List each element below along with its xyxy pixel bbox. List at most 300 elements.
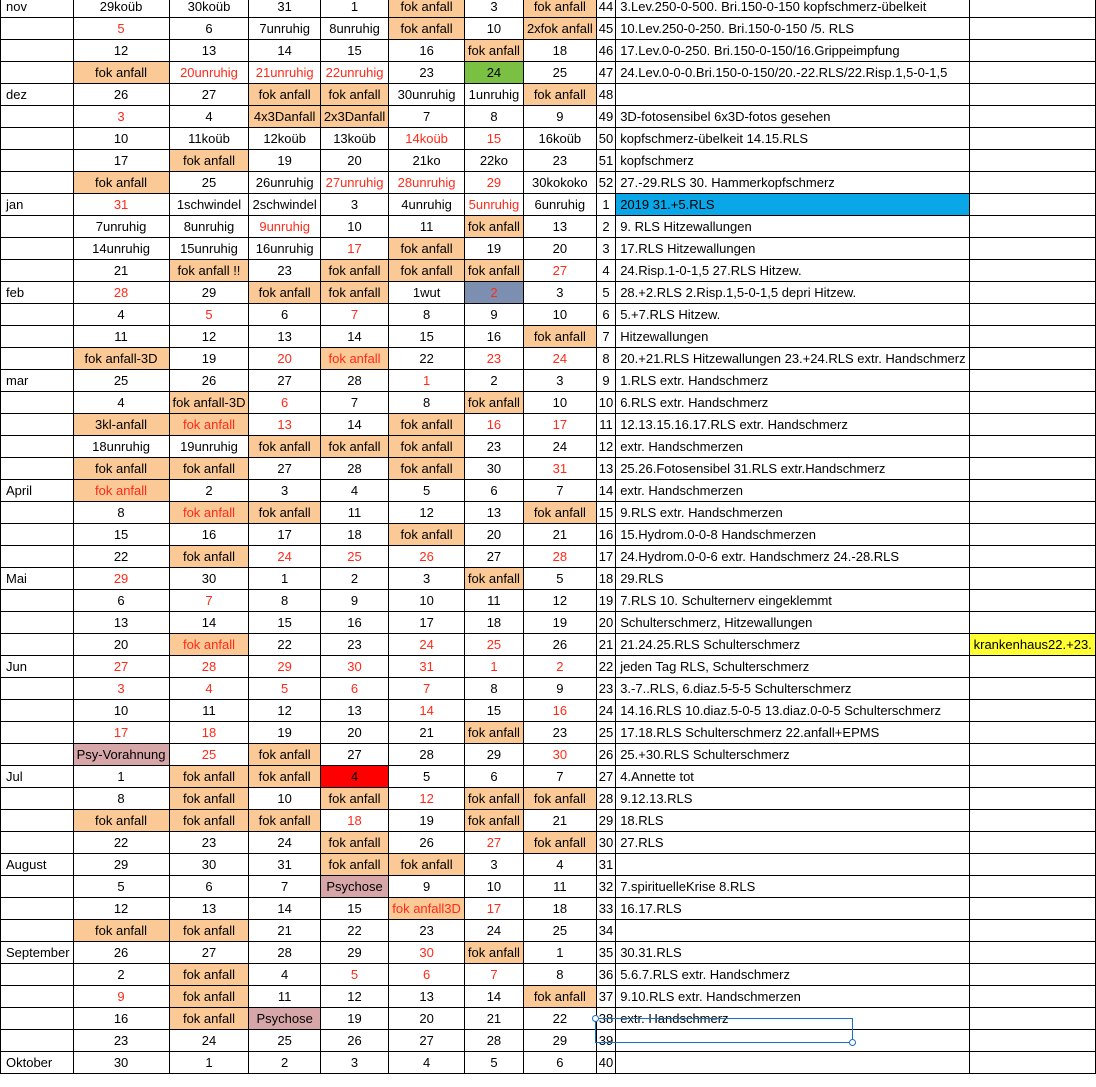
cell-week[interactable]: 6 [596, 304, 615, 326]
cell-month[interactable]: jan [1, 194, 74, 216]
cell-sat[interactable]: fok anfall [464, 260, 523, 282]
cell-notes[interactable]: 15.Hydrom.0-0-8 Handschmerzen [616, 524, 969, 546]
cell-week[interactable]: 37 [596, 986, 615, 1008]
cell-extra[interactable] [969, 238, 1095, 260]
cell-week[interactable]: 52 [596, 172, 615, 194]
cell-wed[interactable]: 11 [249, 986, 320, 1008]
cell-fri[interactable]: 9 [389, 876, 465, 898]
cell-wed[interactable]: 13 [249, 326, 320, 348]
cell-month[interactable] [1, 414, 74, 436]
cell-sat[interactable]: 14 [464, 986, 523, 1008]
cell-wed[interactable]: 22 [249, 634, 320, 656]
cell-thu[interactable]: 4 [320, 480, 388, 502]
cell-sun[interactable]: 24 [523, 348, 596, 370]
cell-sat[interactable]: 13 [464, 502, 523, 524]
cell-notes[interactable]: 30.31.RLS [616, 942, 969, 964]
cell-wed[interactable]: 7unruhig [249, 18, 320, 40]
cell-wed[interactable]: 15 [249, 612, 320, 634]
cell-notes[interactable]: extr. Handschmerz [616, 1008, 969, 1030]
cell-sat[interactable]: fok anfall [464, 810, 523, 832]
cell-sat[interactable]: 8 [464, 106, 523, 128]
cell-extra[interactable] [969, 216, 1095, 238]
cell-mon[interactable]: 6 [73, 590, 169, 612]
cell-tue[interactable]: 1schwindel [169, 194, 249, 216]
cell-tue[interactable]: fok anfall [169, 546, 249, 568]
cell-wed[interactable]: 8 [249, 590, 320, 612]
cell-notes[interactable]: 25.26.Fotosensibel 31.RLS extr.Handschmerz [616, 458, 969, 480]
cell-extra[interactable] [969, 480, 1095, 502]
cell-extra[interactable] [969, 1030, 1095, 1052]
cell-sat[interactable]: 30 [464, 458, 523, 480]
cell-month[interactable]: Jun [1, 656, 74, 678]
cell-sat[interactable]: 17 [464, 898, 523, 920]
cell-fri[interactable]: 22 [389, 348, 465, 370]
cell-mon[interactable]: 28 [73, 282, 169, 304]
cell-sun[interactable]: 10 [523, 392, 596, 414]
cell-wed[interactable]: fok anfall [249, 810, 320, 832]
cell-extra[interactable] [969, 656, 1095, 678]
cell-extra[interactable] [969, 722, 1095, 744]
cell-tue[interactable]: 5 [169, 304, 249, 326]
cell-wed[interactable]: 4 [249, 964, 320, 986]
cell-extra[interactable] [969, 700, 1095, 722]
cell-month[interactable] [1, 986, 74, 1008]
cell-sat[interactable]: fok anfall [464, 392, 523, 414]
cell-tue[interactable]: fok anfall [169, 788, 249, 810]
cell-extra[interactable] [969, 1008, 1095, 1030]
cell-sun[interactable]: 6unruhig [523, 194, 596, 216]
cell-extra[interactable] [969, 898, 1095, 920]
cell-wed[interactable]: Psychose [249, 1008, 320, 1030]
cell-notes[interactable]: Schulterschmerz, Hitzewallungen [616, 612, 969, 634]
cell-fri[interactable]: 15 [389, 326, 465, 348]
cell-mon[interactable]: 31 [73, 194, 169, 216]
cell-thu[interactable]: 29 [320, 942, 388, 964]
cell-notes[interactable]: 1.RLS extr. Handschmerz [616, 370, 969, 392]
cell-extra[interactable] [969, 568, 1095, 590]
cell-week[interactable]: 18 [596, 568, 615, 590]
cell-fri[interactable]: 12 [389, 788, 465, 810]
cell-tue[interactable]: 2 [169, 480, 249, 502]
cell-fri[interactable]: fok anfall3D [389, 898, 465, 920]
cell-notes[interactable]: 3.-7..RLS, 6.diaz.5-5-5 Schulterschmerz [616, 678, 969, 700]
cell-sun[interactable]: 7 [523, 480, 596, 502]
cell-thu[interactable]: 2x3Danfall [320, 106, 388, 128]
cell-fri[interactable]: 20 [389, 1008, 465, 1030]
cell-extra[interactable] [969, 436, 1095, 458]
cell-sat[interactable]: 2 [464, 370, 523, 392]
cell-extra[interactable] [969, 502, 1095, 524]
cell-mon[interactable]: 3 [73, 678, 169, 700]
cell-sat[interactable]: 1 [464, 656, 523, 678]
cell-month[interactable] [1, 260, 74, 282]
cell-month[interactable] [1, 700, 74, 722]
cell-extra[interactable] [969, 194, 1095, 216]
cell-fri[interactable]: 7 [389, 678, 465, 700]
cell-wed[interactable]: 12koüb [249, 128, 320, 150]
cell-notes[interactable]: 9.10.RLS extr. Handschmerzen [616, 986, 969, 1008]
cell-month[interactable] [1, 634, 74, 656]
cell-extra[interactable] [969, 546, 1095, 568]
cell-week[interactable]: 17 [596, 546, 615, 568]
cell-sun[interactable]: 10 [523, 304, 596, 326]
cell-extra[interactable] [969, 854, 1095, 876]
cell-month[interactable]: nov [1, 0, 74, 18]
cell-sun[interactable]: 16koüb [523, 128, 596, 150]
cell-month[interactable]: Mai [1, 568, 74, 590]
cell-week[interactable]: 10 [596, 392, 615, 414]
cell-week[interactable]: 27 [596, 766, 615, 788]
cell-notes[interactable]: 9.12.13.RLS [616, 788, 969, 810]
cell-tue[interactable]: 30koüb [169, 0, 249, 18]
cell-fri[interactable]: 17 [389, 612, 465, 634]
cell-wed[interactable]: 26unruhig [249, 172, 320, 194]
cell-wed[interactable]: fok anfall [249, 766, 320, 788]
cell-fri[interactable]: 13 [389, 986, 465, 1008]
cell-week[interactable]: 46 [596, 40, 615, 62]
cell-notes[interactable]: 24.Risp.1-0-1,5 27.RLS Hitzew. [616, 260, 969, 282]
cell-thu[interactable]: 22 [320, 920, 388, 942]
cell-month[interactable] [1, 678, 74, 700]
cell-thu[interactable]: 15 [320, 898, 388, 920]
cell-sat[interactable]: 24 [464, 920, 523, 942]
cell-wed[interactable]: 10 [249, 788, 320, 810]
cell-week[interactable]: 1 [596, 194, 615, 216]
cell-fri[interactable]: 5 [389, 766, 465, 788]
cell-sun[interactable]: 8 [523, 964, 596, 986]
cell-tue[interactable]: 28 [169, 656, 249, 678]
cell-mon[interactable]: 17 [73, 722, 169, 744]
cell-thu[interactable]: fok anfall [320, 282, 388, 304]
cell-fri[interactable]: fok anfall [389, 260, 465, 282]
cell-week[interactable]: 3 [596, 238, 615, 260]
cell-month[interactable] [1, 326, 74, 348]
cell-tue[interactable]: fok anfall [169, 920, 249, 942]
cell-extra[interactable] [969, 84, 1095, 106]
cell-thu[interactable]: 7 [320, 304, 388, 326]
cell-week[interactable]: 44 [596, 0, 615, 18]
cell-notes[interactable]: 21.24.25.RLS Schulterschmerz [616, 634, 969, 656]
cell-month[interactable] [1, 150, 74, 172]
cell-sun[interactable]: 19 [523, 612, 596, 634]
cell-sat[interactable]: 29 [464, 744, 523, 766]
cell-notes[interactable]: 17.Lev.0-0-250. Bri.150-0-150/16.Grippeimpfung [616, 40, 969, 62]
cell-tue[interactable]: fok anfall [169, 502, 249, 524]
cell-thu[interactable]: 18 [320, 524, 388, 546]
cell-wed[interactable]: 20 [249, 348, 320, 370]
cell-tue[interactable]: 30 [169, 568, 249, 590]
cell-month[interactable] [1, 722, 74, 744]
cell-tue[interactable]: fok anfall !! [169, 260, 249, 282]
cell-mon[interactable]: 12 [73, 40, 169, 62]
cell-wed[interactable]: 1 [249, 568, 320, 590]
cell-week[interactable]: 35 [596, 942, 615, 964]
cell-sat[interactable]: 1unruhig [464, 84, 523, 106]
cell-fri[interactable]: fok anfall [389, 854, 465, 876]
cell-tue[interactable]: 16 [169, 524, 249, 546]
cell-thu[interactable]: 13koüb [320, 128, 388, 150]
cell-week[interactable]: 16 [596, 524, 615, 546]
cell-tue[interactable]: 25 [169, 744, 249, 766]
cell-wed[interactable]: 27 [249, 458, 320, 480]
cell-notes[interactable] [616, 1030, 969, 1052]
cell-notes[interactable] [616, 84, 969, 106]
cell-week[interactable]: 20 [596, 612, 615, 634]
cell-mon[interactable]: 14unruhig [73, 238, 169, 260]
cell-month[interactable] [1, 106, 74, 128]
cell-notes[interactable] [616, 920, 969, 942]
cell-mon[interactable]: 11 [73, 326, 169, 348]
cell-month[interactable]: Oktober [1, 1052, 74, 1074]
cell-sun[interactable]: 9 [523, 106, 596, 128]
cell-fri[interactable]: 8 [389, 392, 465, 414]
cell-thu[interactable]: 28 [320, 458, 388, 480]
cell-wed[interactable]: 19 [249, 150, 320, 172]
cell-mon[interactable]: fok anfall [73, 458, 169, 480]
cell-week[interactable]: 50 [596, 128, 615, 150]
cell-wed[interactable]: 5 [249, 678, 320, 700]
cell-mon[interactable]: 21 [73, 260, 169, 282]
cell-sun[interactable]: 1 [523, 942, 596, 964]
cell-sat[interactable]: fok anfall [464, 788, 523, 810]
cell-sun[interactable]: 2xfok anfall [523, 18, 596, 40]
cell-fri[interactable]: 28unruhig [389, 172, 465, 194]
cell-mon[interactable]: 10 [73, 128, 169, 150]
cell-thu[interactable]: 26 [320, 1030, 388, 1052]
cell-sat[interactable]: fok anfall [464, 40, 523, 62]
cell-tue[interactable]: 27 [169, 942, 249, 964]
cell-sat[interactable]: 3 [464, 0, 523, 18]
cell-week[interactable]: 14 [596, 480, 615, 502]
cell-mon[interactable]: 13 [73, 612, 169, 634]
cell-fri[interactable]: 1 [389, 370, 465, 392]
cell-tue[interactable]: 19unruhig [169, 436, 249, 458]
cell-mon[interactable]: 4 [73, 304, 169, 326]
cell-fri[interactable]: 4unruhig [389, 194, 465, 216]
cell-week[interactable]: 24 [596, 700, 615, 722]
cell-thu[interactable]: 20 [320, 722, 388, 744]
cell-fri[interactable]: 7 [389, 106, 465, 128]
cell-extra[interactable] [969, 612, 1095, 634]
cell-week[interactable]: 36 [596, 964, 615, 986]
cell-notes[interactable]: 7.RLS 10. Schulternerv eingeklemmt [616, 590, 969, 612]
cell-thu[interactable]: 28 [320, 370, 388, 392]
cell-tue[interactable]: fok anfall [169, 458, 249, 480]
cell-month[interactable] [1, 612, 74, 634]
cell-sun[interactable]: fok anfall [523, 326, 596, 348]
cell-notes[interactable]: 4.Annette tot [616, 766, 969, 788]
cell-month[interactable] [1, 348, 74, 370]
cell-sun[interactable]: 13 [523, 216, 596, 238]
cell-mon[interactable]: 1 [73, 766, 169, 788]
cell-week[interactable]: 45 [596, 18, 615, 40]
cell-thu[interactable]: fok anfall [320, 348, 388, 370]
cell-notes[interactable]: Hitzewallungen [616, 326, 969, 348]
cell-thu[interactable]: 2 [320, 568, 388, 590]
cell-sat[interactable]: 2 [464, 282, 523, 304]
cell-sun[interactable]: 28 [523, 546, 596, 568]
cell-month[interactable] [1, 1008, 74, 1030]
cell-thu[interactable]: Psychose [320, 876, 388, 898]
cell-sat[interactable]: 24 [464, 62, 523, 84]
cell-month[interactable] [1, 436, 74, 458]
cell-sun[interactable]: 25 [523, 920, 596, 942]
cell-mon[interactable]: 3 [73, 106, 169, 128]
cell-sat[interactable]: 9 [464, 304, 523, 326]
cell-month[interactable] [1, 832, 74, 854]
cell-sat[interactable]: 19 [464, 238, 523, 260]
cell-fri[interactable]: fok anfall [389, 18, 465, 40]
cell-wed[interactable]: 6 [249, 304, 320, 326]
cell-notes[interactable]: 18.RLS [616, 810, 969, 832]
cell-tue[interactable]: 13 [169, 40, 249, 62]
cell-thu[interactable]: 23 [320, 634, 388, 656]
cell-wed[interactable]: fok anfall [249, 436, 320, 458]
cell-week[interactable]: 21 [596, 634, 615, 656]
cell-thu[interactable]: fok anfall [320, 260, 388, 282]
cell-fri[interactable]: fok anfall [389, 0, 465, 18]
cell-extra[interactable] [969, 348, 1095, 370]
cell-month[interactable]: mar [1, 370, 74, 392]
cell-notes[interactable]: 2019 31.+5.RLS [616, 194, 969, 216]
cell-extra[interactable] [969, 0, 1095, 18]
cell-sat[interactable]: 8 [464, 678, 523, 700]
cell-fri[interactable]: 5 [389, 480, 465, 502]
cell-sun[interactable]: 20 [523, 238, 596, 260]
cell-sun[interactable]: 2 [523, 656, 596, 678]
cell-mon[interactable]: 22 [73, 546, 169, 568]
cell-thu[interactable]: 11 [320, 502, 388, 524]
cell-notes[interactable]: 5.+7.RLS Hitzew. [616, 304, 969, 326]
cell-notes[interactable]: 24.Hydrom.0-0-6 extr. Handschmerz 24.-28.RLS [616, 546, 969, 568]
cell-fri[interactable]: 31 [389, 656, 465, 678]
cell-notes[interactable]: 27.-29.RLS 30. Hammerkopfschmerz [616, 172, 969, 194]
cell-fri[interactable]: 28 [389, 744, 465, 766]
cell-mon[interactable]: 29koüb [73, 0, 169, 18]
cell-sat[interactable]: 15 [464, 700, 523, 722]
cell-tue[interactable]: fok anfall [169, 986, 249, 1008]
cell-sat[interactable]: 10 [464, 876, 523, 898]
cell-notes[interactable] [616, 854, 969, 876]
cell-tue[interactable]: fok anfall [169, 766, 249, 788]
cell-thu[interactable]: 6 [320, 678, 388, 700]
cell-fri[interactable]: 26 [389, 546, 465, 568]
cell-thu[interactable]: 27unruhig [320, 172, 388, 194]
cell-week[interactable]: 8 [596, 348, 615, 370]
cell-sun[interactable]: 26 [523, 634, 596, 656]
cell-mon[interactable]: 3kl-anfall [73, 414, 169, 436]
cell-week[interactable]: 28 [596, 788, 615, 810]
cell-sun[interactable]: 4 [523, 854, 596, 876]
cell-mon[interactable]: fok anfall [73, 810, 169, 832]
cell-mon[interactable]: fok anfall [73, 480, 169, 502]
cell-extra[interactable]: krankenhaus22.+23. [969, 634, 1095, 656]
cell-notes[interactable]: 24.Lev.0-0-0.Bri.150-0-150/20.-22.RLS/22.Risp.1,5-0-1,5 [616, 62, 969, 84]
cell-sun[interactable]: 23 [523, 722, 596, 744]
cell-tue[interactable]: fok anfall [169, 634, 249, 656]
cell-sun[interactable]: 16 [523, 700, 596, 722]
cell-extra[interactable] [969, 458, 1095, 480]
cell-month[interactable]: August [1, 854, 74, 876]
cell-extra[interactable] [969, 920, 1095, 942]
cell-thu[interactable]: fok anfall [320, 788, 388, 810]
cell-tue[interactable]: 1 [169, 1052, 249, 1074]
cell-month[interactable]: dez [1, 84, 74, 106]
cell-thu[interactable]: 4 [320, 766, 388, 788]
cell-thu[interactable]: 16 [320, 612, 388, 634]
cell-wed[interactable]: 3 [249, 480, 320, 502]
cell-extra[interactable] [969, 150, 1095, 172]
cell-extra[interactable] [969, 106, 1095, 128]
cell-notes[interactable]: 16.17.RLS [616, 898, 969, 920]
cell-tue[interactable]: 11 [169, 700, 249, 722]
cell-sun[interactable]: fok anfall [523, 832, 596, 854]
cell-mon[interactable]: 23 [73, 1030, 169, 1052]
cell-wed[interactable]: 4x3Danfall [249, 106, 320, 128]
cell-mon[interactable]: 12 [73, 898, 169, 920]
cell-wed[interactable]: 14 [249, 40, 320, 62]
cell-tue[interactable]: 20unruhig [169, 62, 249, 84]
cell-month[interactable] [1, 502, 74, 524]
cell-sun[interactable]: 5 [523, 568, 596, 590]
cell-mon[interactable]: 25 [73, 370, 169, 392]
cell-wed[interactable]: 31 [249, 0, 320, 18]
cell-notes[interactable]: 10.Lev.250-0-250. Bri.150-0-150 /5. RLS [616, 18, 969, 40]
cell-week[interactable]: 33 [596, 898, 615, 920]
cell-week[interactable]: 39 [596, 1030, 615, 1052]
cell-extra[interactable] [969, 62, 1095, 84]
cell-week[interactable]: 30 [596, 832, 615, 854]
cell-week[interactable]: 22 [596, 656, 615, 678]
cell-fri[interactable]: 4 [389, 1052, 465, 1074]
cell-wed[interactable]: 31 [249, 854, 320, 876]
cell-fri[interactable]: 23 [389, 920, 465, 942]
cell-week[interactable]: 26 [596, 744, 615, 766]
cell-thu[interactable]: fok anfall [320, 854, 388, 876]
cell-extra[interactable] [969, 788, 1095, 810]
cell-wed[interactable]: 24 [249, 546, 320, 568]
cell-tue[interactable]: 6 [169, 18, 249, 40]
cell-thu[interactable]: 7 [320, 392, 388, 414]
cell-tue[interactable]: 19 [169, 348, 249, 370]
cell-tue[interactable]: 4 [169, 106, 249, 128]
cell-month[interactable] [1, 524, 74, 546]
cell-wed[interactable]: 24 [249, 832, 320, 854]
cell-fri[interactable]: 30 [389, 942, 465, 964]
cell-tue[interactable]: 4 [169, 678, 249, 700]
cell-thu[interactable]: 5 [320, 964, 388, 986]
cell-sat[interactable]: fok anfall [464, 568, 523, 590]
cell-extra[interactable] [969, 678, 1095, 700]
cell-mon[interactable]: 20 [73, 634, 169, 656]
cell-tue[interactable]: 12 [169, 326, 249, 348]
cell-sun[interactable]: 3 [523, 282, 596, 304]
cell-sat[interactable]: 5 [464, 1052, 523, 1074]
cell-tue[interactable]: 7 [169, 590, 249, 612]
cell-tue[interactable]: 26 [169, 370, 249, 392]
cell-sat[interactable]: 7 [464, 964, 523, 986]
cell-wed[interactable]: 2 [249, 1052, 320, 1074]
cell-extra[interactable] [969, 810, 1095, 832]
cell-thu[interactable]: 14 [320, 414, 388, 436]
cell-fri[interactable]: fok anfall [389, 436, 465, 458]
cell-sat[interactable]: 16 [464, 326, 523, 348]
cell-week[interactable]: 23 [596, 678, 615, 700]
cell-extra[interactable] [969, 766, 1095, 788]
cell-thu[interactable]: 3 [320, 194, 388, 216]
cell-week[interactable]: 51 [596, 150, 615, 172]
cell-mon[interactable]: fok anfall-3D [73, 348, 169, 370]
